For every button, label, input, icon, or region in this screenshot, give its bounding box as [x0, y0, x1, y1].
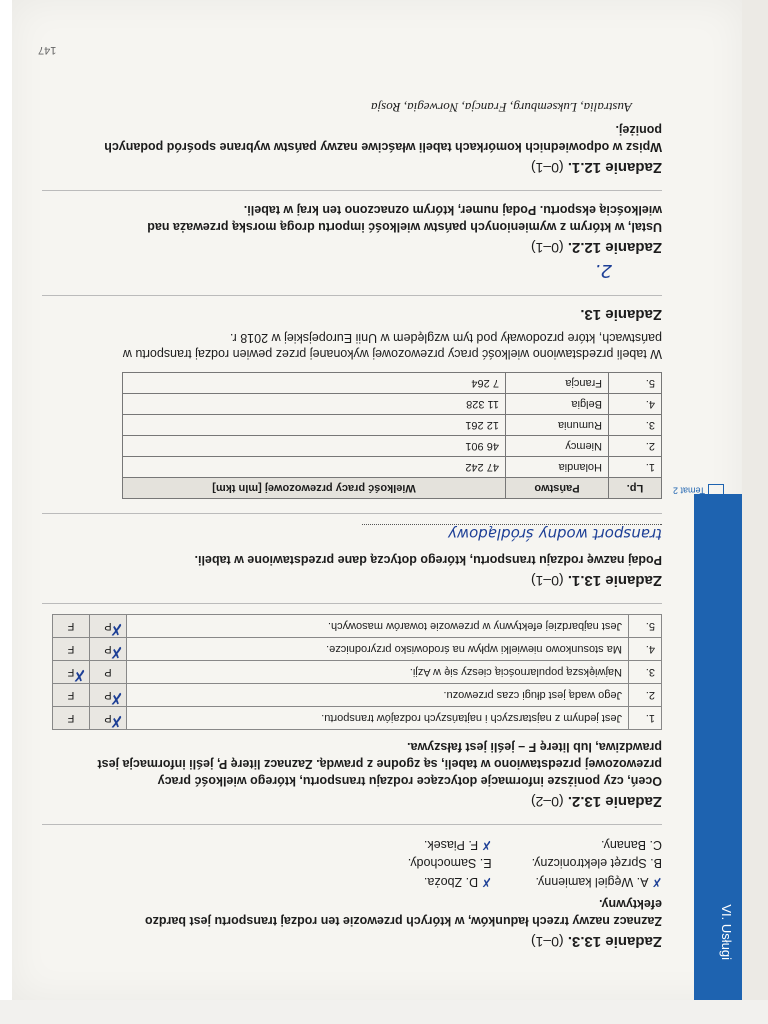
book-icon — [708, 485, 724, 497]
table-row: 3. Rumunia 12 261 — [123, 415, 662, 436]
header-value: Wielkość pracy przewozowej [mln tkm] — [123, 478, 506, 499]
table-row: 5. Jest najbardziej efektywny w przewozie towarów masowych. P ✗ F — [53, 615, 662, 638]
task-13-3-question: Zaznacz nazwy trzech ładunków, w których przewozie ten rodzaj transportu jest bardzo efektywny. — [145, 897, 662, 928]
divider — [42, 190, 662, 191]
textbook-page — [12, 0, 742, 1000]
option-d[interactable]: ✗D. Zboża. — [423, 875, 492, 891]
option-a[interactable]: ✗A. Węgiel kamienny. — [535, 875, 662, 891]
task-12-2-title: Zadanie 12.2. (0–1) — [530, 238, 662, 256]
p-cell[interactable]: P ✗ — [90, 684, 127, 707]
task-13-1-title: Zadanie 13.1. (0–1) — [530, 572, 662, 590]
topic-badge: Temat 2 — [673, 485, 724, 497]
handwritten-answer[interactable]: transport wodny śródlądowy — [362, 525, 662, 544]
task-12-2 — [87, 201, 662, 281]
page-edge-bottom — [0, 1000, 768, 1024]
table-row: 1. Jest jednym z najstarszych i najtańszych rodzajów transportu. P ✗ F — [53, 707, 662, 730]
option-c[interactable]: C. Banany. — [601, 837, 662, 852]
task-13-3-options — [87, 835, 662, 891]
option-f[interactable]: ✗F. Piasek. — [423, 837, 492, 853]
task-13-1-question: Podaj nazwę rodzaju transportu, którego dotyczą dane przedstawione w tabeli. — [194, 553, 662, 568]
table-row: 4. Ma stosunkowo niewielki wpływ na środowisko przyrodnicze. P ✗ F — [53, 638, 662, 661]
data-table — [122, 373, 662, 500]
section-tab — [694, 494, 744, 1000]
table-row: 5. Francja 7 264 — [123, 373, 662, 394]
page-content — [67, 99, 705, 950]
option-e[interactable]: E. Samochody. — [407, 856, 492, 871]
f-cell[interactable]: F — [53, 638, 90, 661]
options-col-2 — [408, 835, 492, 891]
f-cell[interactable]: F — [53, 684, 90, 707]
task-12-2-question: Ustal, w którym z wymienionych państw wielkość importu drogą morską przeważa nad wielkością eksportu. Podaj numer, którym oznaczono ten kraj w tabeli. — [147, 202, 662, 234]
task-13-intro: W tabeli przedstawiono wielkość pracy przewozowej wykonanej przez pewien rodzaj transportu w państwach, które przodowały pod tym względem w Unii Europejskiej w 2018 r. — [122, 330, 662, 362]
header-country: Państwo — [505, 478, 608, 499]
header-lp: Lp. — [609, 478, 662, 499]
task-12-1-title: Zadanie 12.1. (0–1) — [530, 159, 662, 176]
task-13 — [87, 305, 705, 500]
table-row: 3. Największą popularnością cieszy się w Azji. P F ✗ — [53, 661, 662, 684]
task-13-2 — [67, 614, 662, 810]
divider — [42, 514, 662, 515]
table-header-row — [123, 478, 662, 499]
table-row: 1. Holandia 47 242 — [123, 457, 662, 478]
options-col-1 — [532, 835, 662, 891]
option-b[interactable]: B. Sprzęt elektroniczny. — [531, 856, 662, 871]
task-13-2-title: Zadanie 13.2. (0–2) — [530, 793, 662, 810]
section-tab-label: VI. Usługi — [719, 904, 734, 960]
task-12-1 — [87, 99, 662, 176]
true-false-table — [52, 614, 662, 730]
divider — [42, 603, 662, 604]
divider — [42, 295, 662, 296]
f-cell[interactable]: F — [53, 707, 90, 730]
country-list: Australia, Luksemburg, Francja, Norwegia, Rosja — [371, 100, 632, 116]
task-13-1 — [87, 525, 662, 590]
p-cell[interactable]: P — [90, 661, 127, 684]
table-row: 4. Belgia 11 328 — [123, 394, 662, 415]
task-13-2-question: Oceń, czy poniższe informacje dotyczące rodzaju transportu, którego wielkość pracy przewozowej przedstawiono w tabeli, są zgodne z prawdą. Zaznacz literę P, jeśli informacja jest prawdziwa, lub literę F – jeśli jest fałszywa. — [97, 740, 662, 788]
p-cell[interactable]: P ✗ — [90, 615, 127, 638]
f-cell[interactable]: F — [53, 615, 90, 638]
handwritten-answer[interactable]: 2. — [594, 259, 612, 281]
p-cell[interactable]: P ✗ — [90, 707, 127, 730]
p-cell[interactable]: P ✗ — [90, 638, 127, 661]
divider — [42, 824, 662, 825]
f-cell[interactable]: F ✗ — [53, 661, 90, 684]
task-13-1-answer-row — [87, 525, 662, 544]
task-13-3 — [87, 835, 662, 950]
table-row: 2. Niemcy 46 901 — [123, 436, 662, 457]
task-12-2-answer-row — [87, 260, 662, 281]
task-13-3-title: Zadanie 13.3. (0–1) — [530, 933, 662, 950]
table-row: 2. Jego wadą jest długi czas przewozu. P ✗ F — [53, 684, 662, 707]
page-number: 147 — [38, 44, 57, 56]
task-12-1-question: Wpisz w odpowiednich komórkach tabeli właściwe nazwy państw wybrane spośród podanych poniżej. — [104, 123, 662, 154]
task-13-title: Zadanie 13. — [580, 305, 662, 323]
page-edge-right — [742, 0, 768, 1024]
